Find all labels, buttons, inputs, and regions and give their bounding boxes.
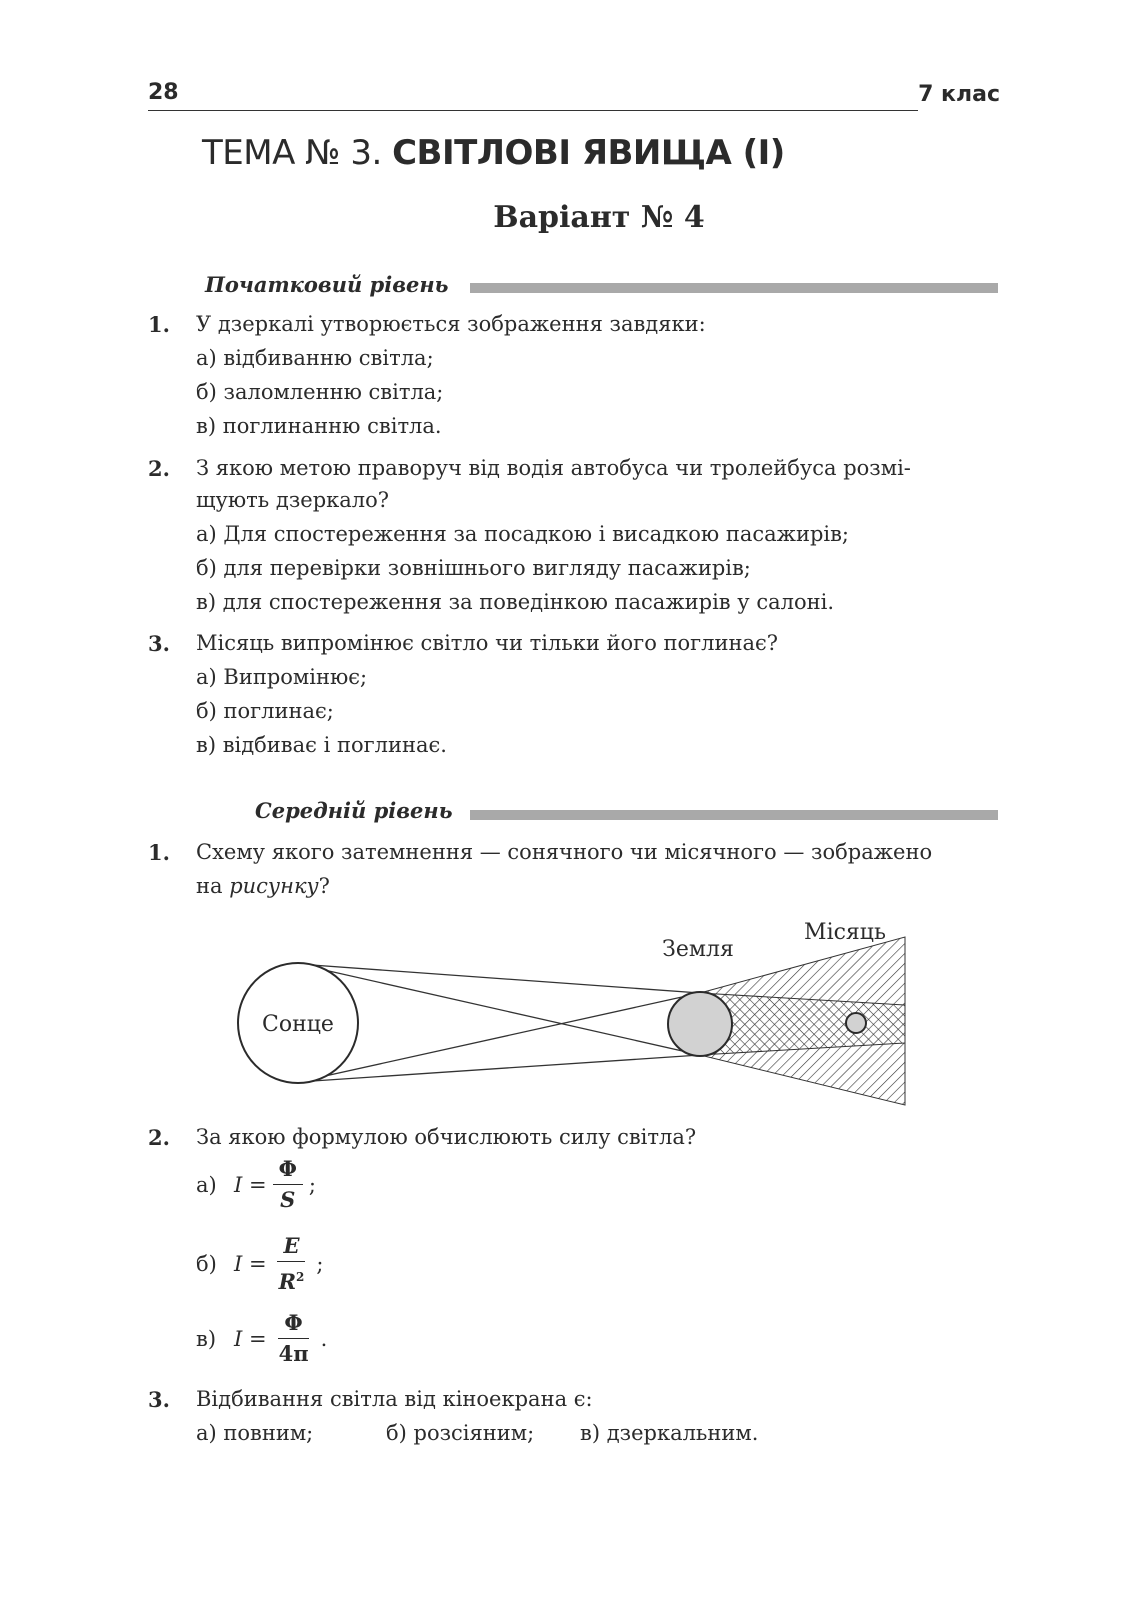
formula-b-fraction xyxy=(273,1235,311,1293)
moon-label: Місяць xyxy=(804,920,886,945)
formula-b-letter: б) xyxy=(196,1252,217,1276)
m1-text-line2 xyxy=(196,874,330,898)
formula-a-fraction xyxy=(273,1158,303,1211)
m3-text: Відбивання світла від кіноекрана є: xyxy=(196,1387,593,1411)
formula-a-lhs: I = xyxy=(234,1172,267,1197)
m2-number: 2. xyxy=(148,1125,170,1150)
formula-c-letter: в) xyxy=(196,1326,217,1351)
page-number: 28 xyxy=(148,80,179,105)
formula-a-tail: ; xyxy=(308,1172,316,1197)
q3-option-b: б) поглинає; xyxy=(196,699,334,723)
initial-level-bar xyxy=(470,283,998,293)
q1-option-b: б) заломленню світла; xyxy=(196,380,444,404)
class-label: 7 клас xyxy=(918,82,1000,107)
formula-b-tail: ; xyxy=(316,1252,324,1276)
formula-b-denominator xyxy=(273,1262,311,1293)
m3-option-b: б) розсіяним; xyxy=(386,1421,535,1445)
q3-number: 3. xyxy=(148,631,170,656)
topic-title: СВІТЛОВІ ЯВИЩА (I) xyxy=(392,133,785,173)
variant-title: Варіант № 4 xyxy=(493,200,705,235)
formula-b-numerator: E xyxy=(277,1235,305,1262)
formula-b-den-exponent: 2 xyxy=(296,1270,305,1284)
m1-number: 1. xyxy=(148,840,170,865)
middle-level-bar xyxy=(470,810,998,820)
m1-text-pre: на xyxy=(196,874,230,898)
q2-text-line1: З якою метою праворуч від водія автобуса чи тролейбуса розмі- xyxy=(196,456,911,480)
q2-text-line2: щують дзеркало? xyxy=(196,488,390,512)
formula-c-numerator: Φ xyxy=(278,1312,308,1339)
q1-number: 1. xyxy=(148,312,170,337)
formula-b-den-base: R xyxy=(278,1269,297,1294)
q2-option-a: а) Для спостереження за посадкою і висадкою пасажирів; xyxy=(196,522,850,546)
m2-text: За якою формулою обчислюють силу світла? xyxy=(196,1125,697,1149)
eclipse-diagram xyxy=(230,915,920,1115)
formula-c-lhs: I = xyxy=(234,1326,267,1351)
header-rule xyxy=(148,110,918,111)
formula-b xyxy=(196,1235,323,1293)
q1-option-a: а) відбиванню світла; xyxy=(196,346,434,370)
m3-number: 3. xyxy=(148,1387,170,1412)
m3-option-c: в) дзеркальним. xyxy=(580,1421,759,1445)
formula-a xyxy=(196,1158,316,1211)
sun-label: Сонце xyxy=(262,1012,334,1037)
q2-number: 2. xyxy=(148,456,170,481)
formula-c-fraction xyxy=(273,1312,315,1365)
formula-c-tail: . xyxy=(320,1326,328,1351)
formula-b-lhs: I = xyxy=(234,1252,267,1276)
topic-heading xyxy=(202,133,785,173)
q2-option-b: б) для перевірки зовнішнього вигляду пасажирів; xyxy=(196,556,751,580)
middle-level-title: Середній рівень xyxy=(255,798,453,823)
m1-text-italic: рисунку xyxy=(229,874,319,898)
m1-text-post: ? xyxy=(318,874,330,898)
initial-level-title: Початковий рівень xyxy=(205,272,449,297)
q2-option-c: в) для спостереження за поведінкою пасажирів у салоні. xyxy=(196,590,834,614)
formula-c xyxy=(196,1312,327,1365)
moon-circle xyxy=(846,1013,866,1033)
m1-text-line1: Схему якого затемнення — сонячного чи місячного — зображено xyxy=(196,840,933,864)
formula-a-denominator: S xyxy=(280,1187,296,1212)
q3-option-a: а) Випромінює; xyxy=(196,665,368,689)
formula-c-denominator: 4π xyxy=(278,1341,309,1366)
topic-prefix: ТЕМА № 3. xyxy=(202,133,393,173)
q1-text: У дзеркалі утворюється зображення завдяки: xyxy=(196,312,706,336)
m3-option-a: а) повним; xyxy=(196,1421,314,1445)
formula-a-letter: а) xyxy=(196,1172,217,1197)
formula-a-numerator: Φ xyxy=(273,1158,303,1185)
ray-top-outer xyxy=(298,964,700,993)
earth-label: Земля xyxy=(662,937,734,962)
q1-option-c: в) поглинанню світла. xyxy=(196,414,442,438)
earth-circle xyxy=(668,992,732,1056)
q3-text: Місяць випромінює світло чи тільки його поглинає? xyxy=(196,631,779,655)
ray-cross-1 xyxy=(298,964,700,1055)
q3-option-c: в) відбиває і поглинає. xyxy=(196,733,447,757)
